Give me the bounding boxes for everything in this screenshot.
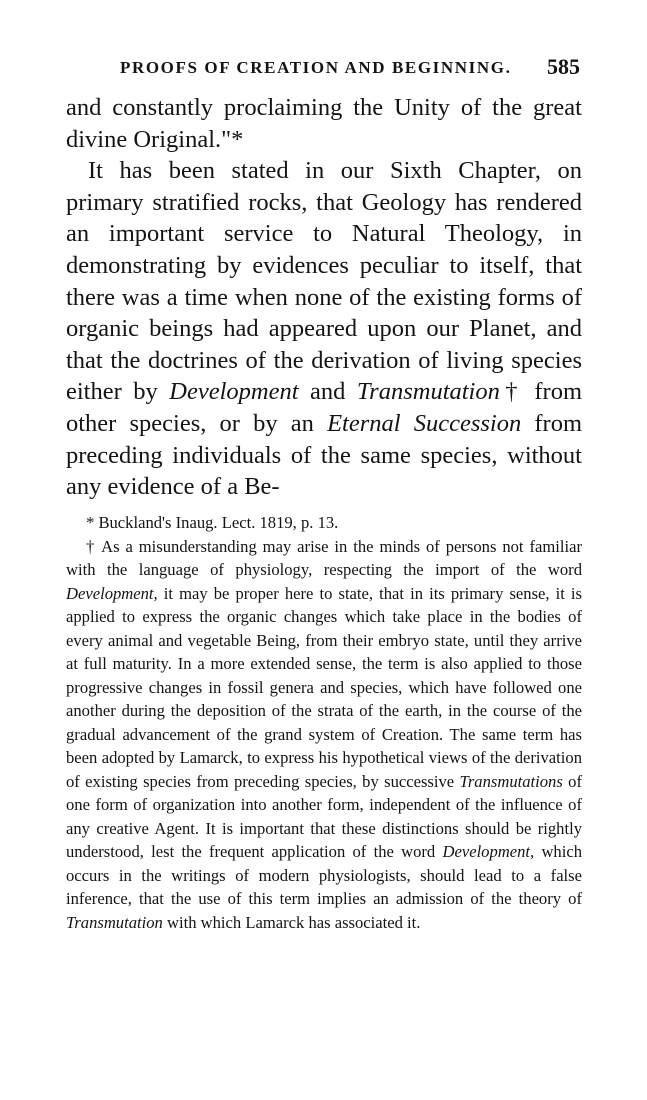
footnote-2-text-e: of one form of organization into another form, independent of the influence of any creative Agent. It is important that these distinctions should be rightly understood, lest the frequent application of the word: [66, 771, 582, 861]
term-transmutation: Transmutation: [356, 378, 500, 406]
footnote-asterisk: [66, 511, 582, 535]
footnote-2-text-i: with which Lamarck has associated it.: [166, 912, 421, 932]
page-header: [120, 54, 580, 84]
paragraph-2-text-e: † from other species, or by an: [66, 378, 582, 437]
main-text: [66, 92, 582, 503]
fn-term-development-1: Development,: [66, 583, 158, 603]
paragraph-1-text: and constantly proclaiming the Unity of the great divine Original."*: [66, 94, 582, 153]
footnote-dagger: [66, 535, 582, 935]
paragraph-2-text-g: from preceding individuals of the same species, without any evidence of a Be-: [66, 409, 583, 501]
footnotes: [66, 511, 582, 934]
fn-term-transmutation: Transmutation: [66, 912, 163, 932]
footnote-1-text: * Buckland's Inaug. Lect. 1819, p. 13.: [86, 513, 339, 532]
footnote-2-text-c: it may be proper here to state, that in its primary sense, it is applied to express the organic changes which take place in the bodies of every animal and vegetable Being, from their embryo state, until they arrive at full maturity. In a more extended sense, the term is also applied to those progressive changes in fossil genera and species, which have followed one another during the deposition of the strata of the earth, in the course of the gradual advancement of the grand system of Creation. The same term has been adopted by Lamarck, to express his hypothetical views of the derivation of existing species from preceding species, by successive: [66, 583, 582, 791]
paragraph-2-text-a: It has been stated in our Sixth Chapter, on primary stratified rocks, that Geology has rendered an important service to Natural Theology, in demonstrating by evidences peculiar to itself, that there was a time when none of the existing forms of organic beings had appeared upon our Planet, and that the doctrines of the derivation of living species either by: [66, 157, 582, 406]
fn-term-transmutations: Transmutations: [459, 771, 563, 791]
page-number: 585: [547, 54, 580, 79]
paragraph-continuation: [66, 92, 582, 155]
paragraph-sixth-chapter: [66, 155, 582, 503]
footnote-2-text-a: † As a misunderstanding may arise in the minds of persons not familiar with the language of physiology, respecting the import of the word: [66, 536, 582, 579]
term-eternal-succession: Eternal Succession: [327, 409, 522, 437]
term-development: Development: [169, 378, 299, 406]
footnote-2-text-g: which occurs in the writings of modern physiologists, should lead to a false inference, that the use of this term implies an admission of the theory of: [66, 842, 582, 908]
running-title: PROOFS OF CREATION AND BEGINNING.: [120, 58, 512, 77]
paragraph-2-text-c: and: [310, 378, 346, 406]
fn-term-development-2: Development,: [442, 842, 535, 861]
